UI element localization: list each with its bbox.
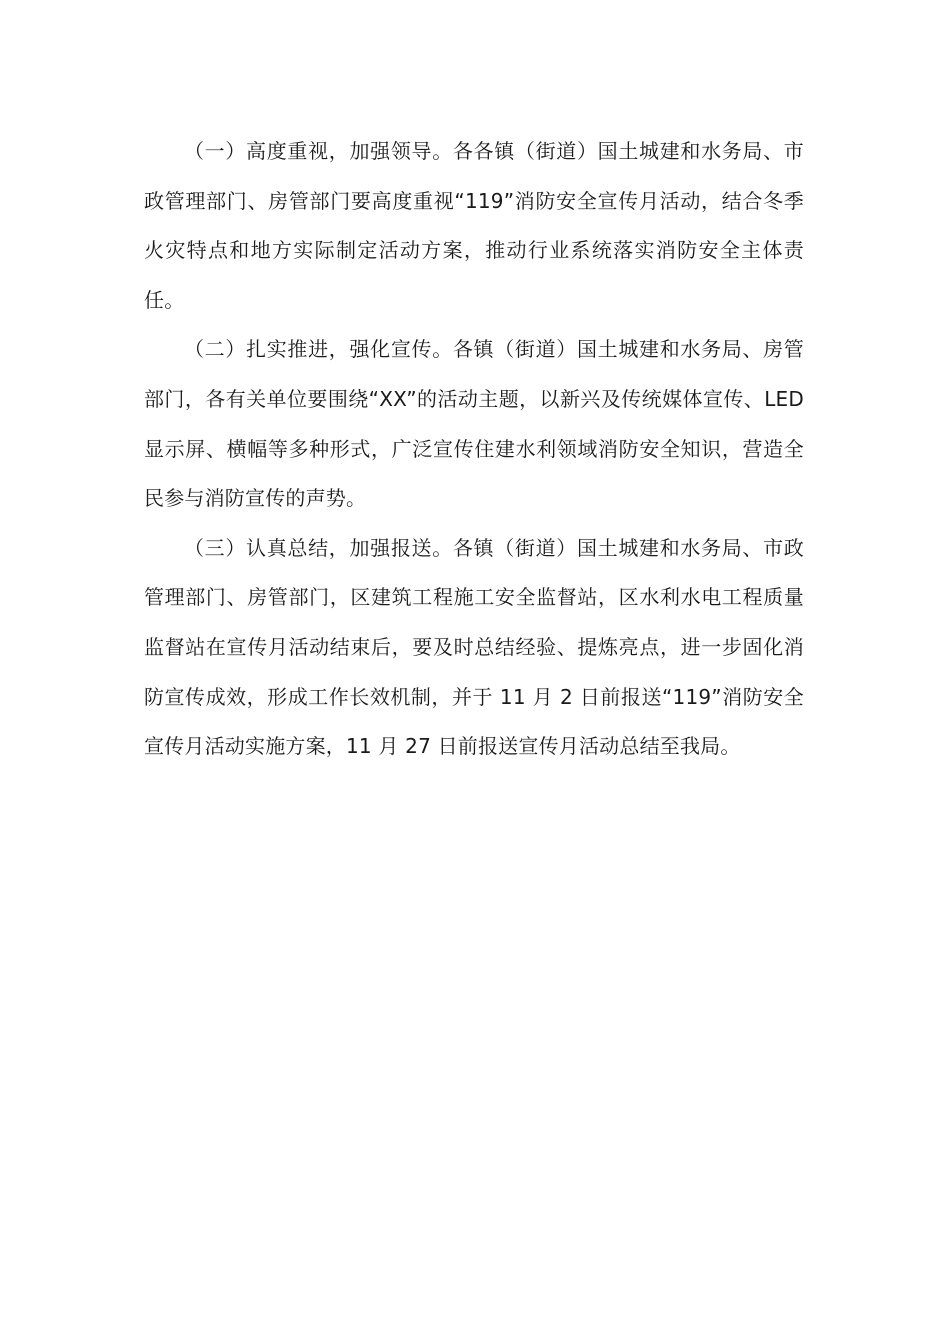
paragraph-3: （三）认真总结，加强报送。各镇（街道）国土城建和水务局、市政管理部门、房管部门，区建筑工程施工安全监督站，区水利水电工程质量监督站在宣传月活动结束后，要及时总结经验、提炼亮点，进一步固化消防宣传成效，形成工作长效机制，并于 11 月 2 日前报送“119”消防安全宣传月活动实施方案，11 月 27 日前报送宣传月活动总结至我局。 — [144, 535, 804, 759]
document-body — [144, 127, 804, 772]
paragraph-2: （二）扎实推进，强化宣传。各镇（街道）国土城建和水务局、房管部门，各有关单位要围绕“XX”的活动主题，以新兴及传统媒体宣传、LED 显示屏、横幅等多种形式，广泛宣传住建水利领域消防安全知识，营造全民参与消防宣传的声势。 — [144, 337, 804, 511]
paragraph-1: （一）高度重视，加强领导。各各镇（街道）国土城建和水务局、市政管理部门、房管部门要高度重视“119”消防安全宣传月活动，结合冬季火灾特点和地方实际制定活动方案，推动行业系统落实消防安全主体责任。 — [144, 139, 804, 312]
